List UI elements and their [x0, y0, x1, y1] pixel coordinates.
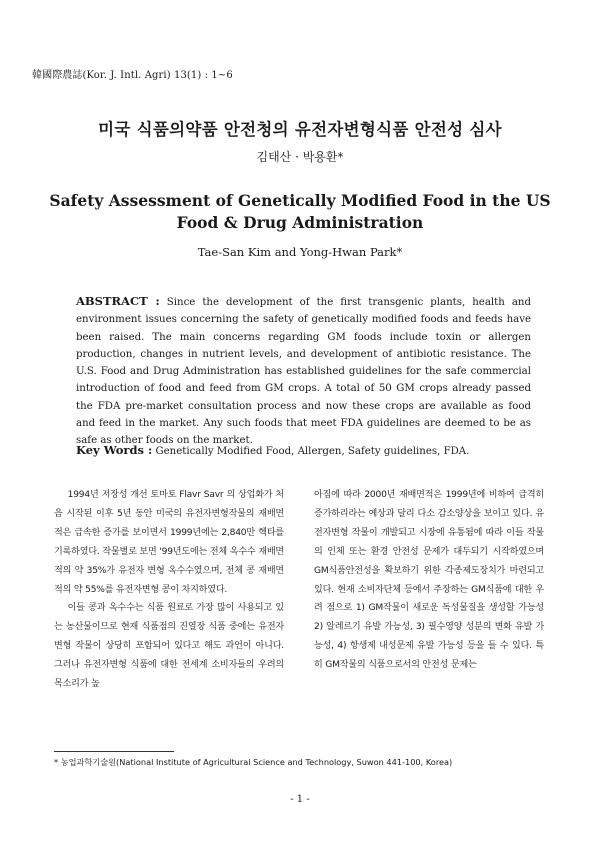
keywords [76, 442, 531, 460]
abstract [76, 293, 531, 450]
keywords-text: Genetically Modified Food, Allergen, Safety guidelines, FDA. [155, 446, 470, 457]
english-title: Safety Assessment of Genetically Modified Food in the US Food & Drug Administration [49, 191, 551, 232]
page-number: - 1 - [290, 794, 310, 805]
abstract-text: Since the development of the first transgenic plants, health and environment issues concerning the safety of genetically modified foods and feeds have been raised. The main concerns regarding GM foods include toxin or allergen production, changes in nutrient levels, and development of antibiotic resistance. The U.S. Food and Drug Administration has established guidelines for the safe commercial introduction of food and feed from GM crops. A total of 50 GM crops already passed the FDA pre-market consultation process and now these crops are available as food and feed in the market. Any such foods that meet FDA guidelines are deemed to be as safe as other foods on the market. [76, 297, 531, 447]
body-column-left [54, 486, 284, 694]
footnote-rule [54, 751, 174, 752]
keywords-label: Key Words : [76, 443, 153, 457]
korean-authors: 김태산 · 박용환* [256, 150, 344, 164]
body-paragraph: 1994년 저장성 개선 토마토 Flavr Savr 의 상업화가 처음 시작된 이후 5년 동안 미국의 유전자변형작물의 재배면적은 급속한 증가를 보이면서 1999년에는 2,840만 헥타를 기록하였다. 작물별로 보면 '99년도에는 전체 옥수수 재배면적의 약 35%가 유전자 변형 옥수수였으며, 전체 콩 재배면적의 약 55%를 유전자변형 콩이 차지하였다. [54, 490, 284, 595]
footnote: * 농업과학기술원(National Institute of Agricultural Science and Technology, Suwon 441-100, Korea) [54, 757, 453, 767]
abstract-label: ABSTRACT : [76, 294, 160, 308]
korean-title: 미국 식품의약품 안전청의 유전자변형식품 안전성 심사 [98, 120, 502, 139]
body-paragraph: 이들 콩과 옥수수는 식품 원료로 가장 많이 사용되고 있는 농산물이므로 현재 식품점의 진열장 식품 중에는 유전자변형 작물이 상당히 포함되어 있다고 해도 과언이 아니다. 그러나 유전자변형 식품에 대한 전세계 소비자들의 우려의 목소리가 높 [54, 603, 284, 690]
english-authors: Tae-San Kim and Yong-Hwan Park* [197, 245, 403, 259]
body-paragraph: 아짐에 따라 2000년 재배면적은 1999년에 비하여 급격히 증가하리라는 예상과 달리 다소 감소양상을 보이고 있다. 유전자변형 작물이 개발되고 시장에 유통됨에 따라 이들 작물의 인체 또는 환경 안전성 문제가 대두되기 시작하였으며 GM식품안전성을 확보하기 위한 각종제도장치가 마련되고 있다. 현재 소비자단체 등에서 주장하는 GM식품에 대한 우려 점으로 1) GM작물이 새로운 독성물질을 생성할 가능성 2) 알레르기 유발 가능성, 3) 필수영양 성분의 변화 유발 가능성, 4) 항생제 내성문제 유발 가능성 등을 들 수 있다. 특히 GM작물의 식품으로서의 안전성 문제는 [314, 490, 544, 671]
journal-citation: 韓國際農誌(Kor. J. Intl. Agri) 13(1) : 1~6 [32, 70, 233, 81]
body-column-right [314, 486, 544, 675]
